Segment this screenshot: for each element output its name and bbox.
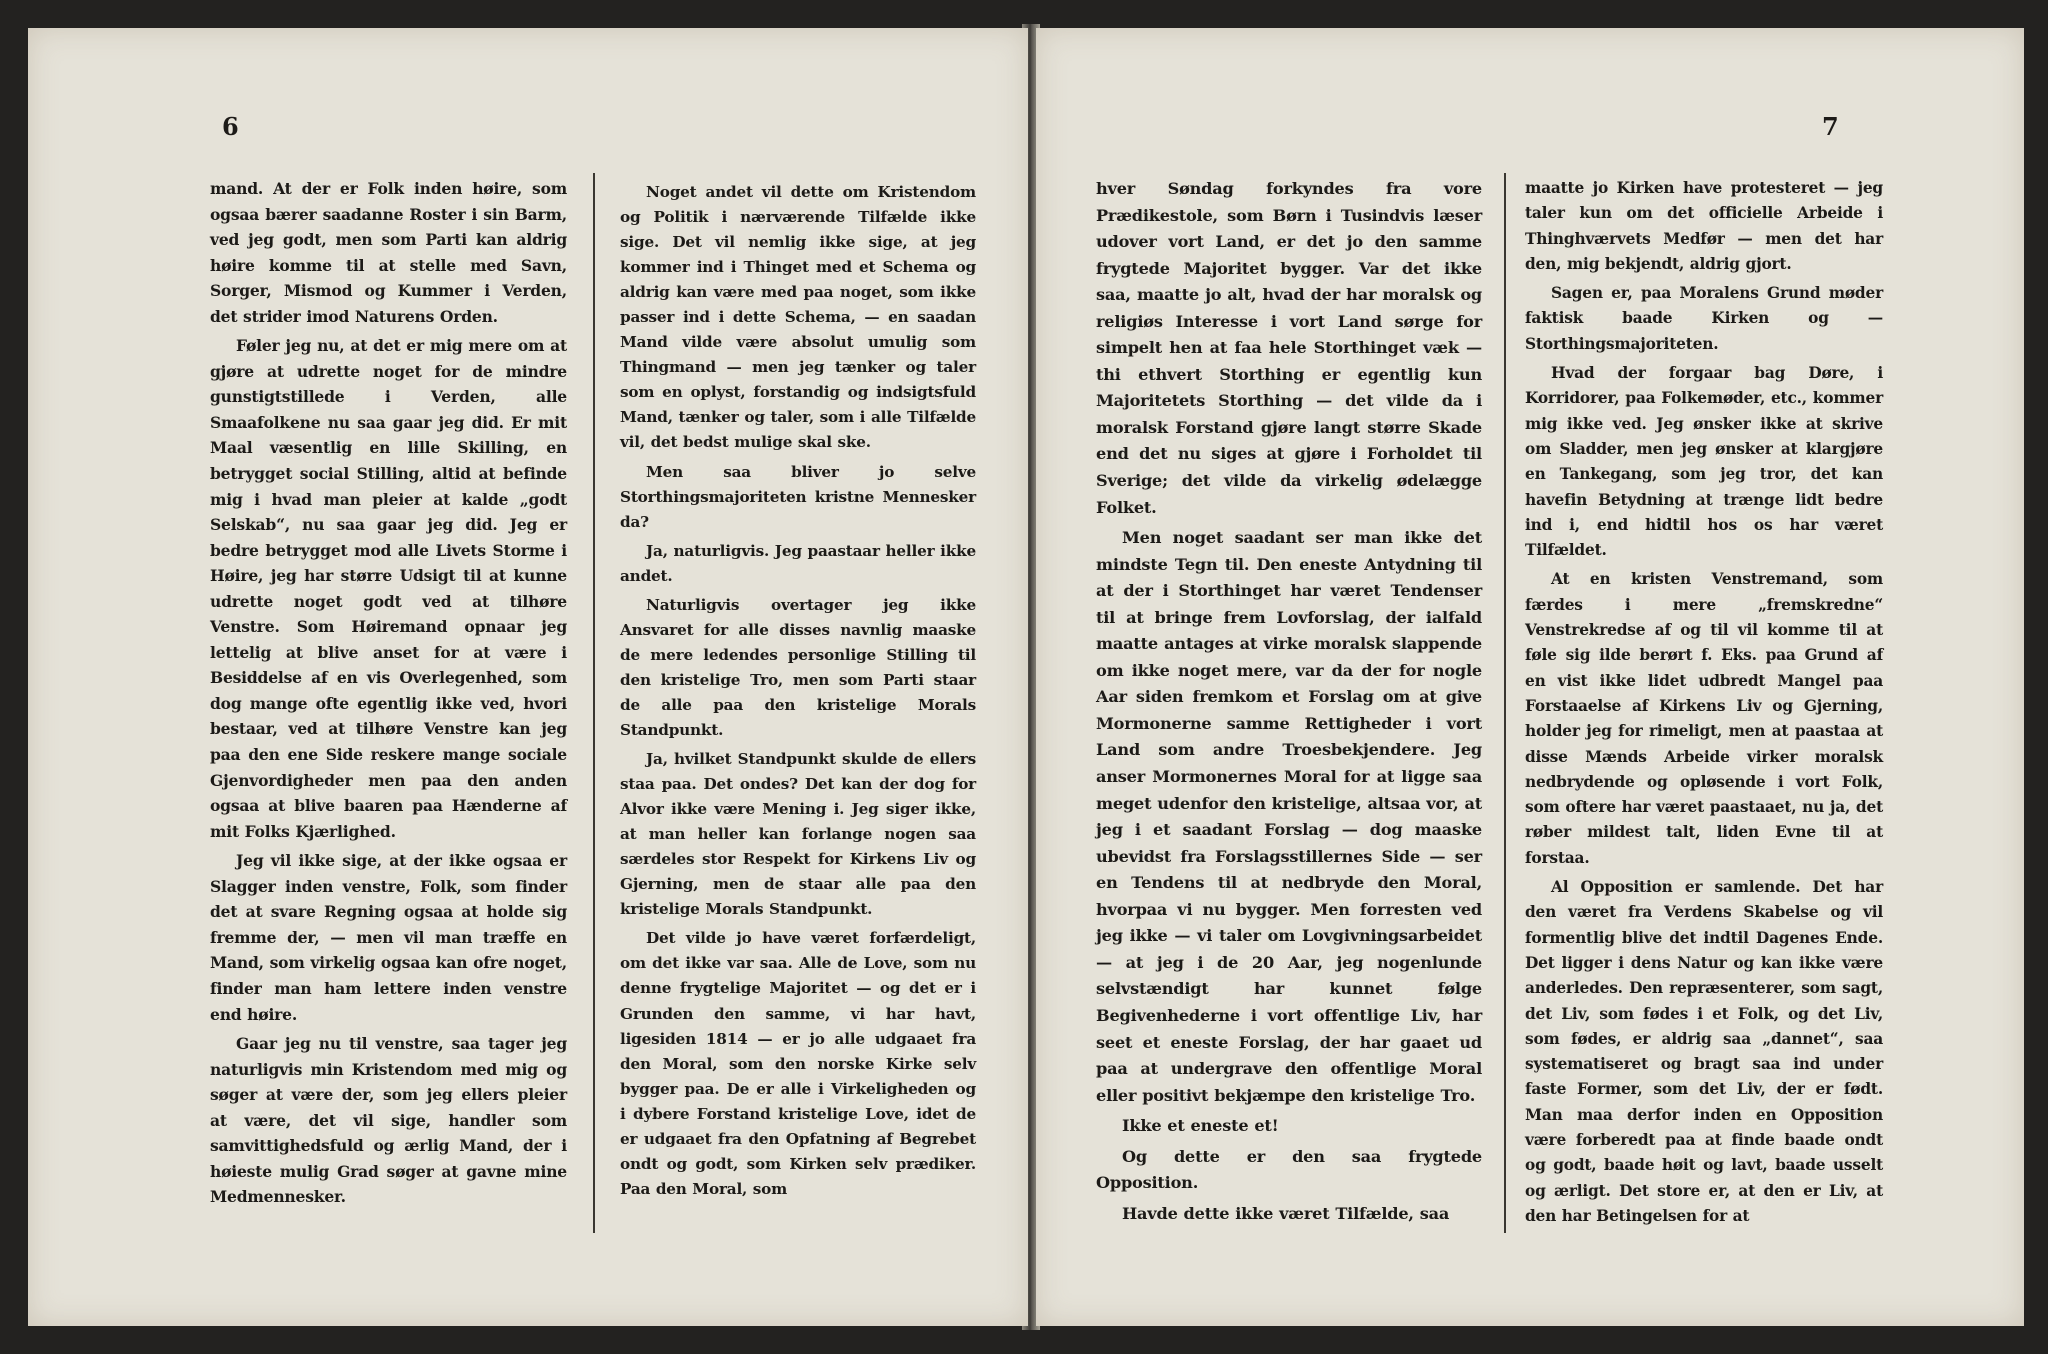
paragraph: Og dette er den saa frygtede Opposition. <box>1096 1146 1482 1193</box>
paragraph: Al Opposition er samlende. Det har den været fra Verdens Skabelse og vil formentlig blive det indtil Dagenes Ende. Det ligger i dens Natur og kan ikke være anderledes. Den repræsenterer, som sagt, det Liv, som fødes i et Folk, og det Liv, som fødes, er aldrig saa „dannet“, saa systematiseret og bragt saa ind under faste Former, som det Liv, der er født. Man maa derfor inden en Opposition være forberedt paa at finde baade ondt og godt, baade høit og lavt, baade usselt og ærligt. Det store er, at den er Liv, at den har Betingelsen for at <box>1525 878 1883 1225</box>
paragraph: maatte jo Kirken have protesteret — jeg taler kun om det officielle Arbeide i Thinghværvets Medfør — men det har den, mig bekjendt, aldrig gjort. <box>1525 179 1883 273</box>
paragraph: Havde dette ikke været Tilfælde, saa <box>1122 1203 1450 1223</box>
column-divider <box>1504 173 1506 1233</box>
paragraph: Jeg vil ikke sige, at der ikke ogsaa er Slagger inden venstre, Folk, som finder det at svare Regning ogsaa at holde sig fremme der, — men vil man træffe en Mand, som virkelig ogsaa kan ofre noget, finder man ham lettere inden venstre end høire. <box>210 851 567 1024</box>
page-number: 6 <box>222 112 239 141</box>
paragraph: Det vilde jo have været forfærdeligt, om det ikke var saa. Alle de Love, som nu denne frygtelige Majoritet — og det er i Grunden den samme, vi har havt, ligesiden 1814 — er jo alle udgaaet fra den Moral, som den norske Kirke selv bygger paa. De er alle i Virkeligheden og i dybere Forstand kristelige Love, idet de er udgaaet fra den Opfatning af Begrebet ondt og godt, som Kirken selv prædiker. Paa den Moral, som <box>620 929 976 1198</box>
paragraph: At en kristen Venstremand, som færdes i mere „fremskredne“ Venstrekredse af og til vil komme til at føle sig ilde berørt f. Eks. paa Grund af en vist ikke lidet udbredt Mangel paa Forstaaelse af Kirkens Liv og Gjerning, holder jeg for rimeligt, men at paastaa at disse Mænds Arbeide virker moralsk nedbrydende og opløsende i vort Folk, som oftere har været paastaaet, nu ja, det røber mildest talt, liden Evne til at forstaa. <box>1525 570 1883 867</box>
paragraph: Ikke et eneste et! <box>1122 1116 1279 1136</box>
right-page <box>1036 28 2024 1326</box>
paragraph: Men noget saadant ser man ikke det mindste Tegn til. Den eneste Antydning til at der i Storthinget har været Tendenser til at bringe frem Lovforslag, der ialfald maatte antages at virke moralsk slappende om ikke noget mere, var da der for nogle Aar siden fremkom et Forslag om at give Mormonerne samme Rettigheder i vort Land som andre Troesbekjendere. Jeg anser Mormonernes Moral for at ligge saa meget udenfor den kristelige, altsaa vor, at jeg i et saadant Forslag — dog maaske ubevidst fra Forslagsstillernes Side — ser en Tendens til at nedbryde den Moral, hvorpaa vi nu bygger. Men forresten ved jeg ikke — vi taler om Lovgivningsarbeidet — at jeg i de 20 Aar, jeg nogenlunde selvstændigt har kunnet følge Begivenhederne i vort offentlige Liv, har seet et eneste Forslag, der har gaaet ud paa at undergrave den offentlige Moral eller positivt bekjæmpe den kristelige Tro. <box>1096 528 1482 1105</box>
paragraph: Ja, naturligvis. Jeg paastaar heller ikke andet. <box>620 541 976 585</box>
paragraph: Naturligvis overtager jeg ikke Ansvaret for alle disses navnlig maaske de mere ledendes personlige Stilling til den kristelige Tro, men som Parti staar de alle paa den kristelige Morals Standpunkt. <box>620 595 976 739</box>
paragraph: Gaar jeg nu til venstre, saa tager jeg naturligvis min Kristendom med mig og søger at være der, som jeg ellers pleier at være, det vil sige, handler som samvittighedsfuld og ærlig Mand, der i høieste mulig Grad søger at gavne mine Medmennesker. <box>210 1034 567 1207</box>
paragraph: Hvad der forgaar bag Døre, i Korridorer, paa Folkemøder, etc., kommer mig ikke ved. Jeg ønsker ikke at skrive om Sladder, men jeg ønsker at klargjøre en Tankegang, som jeg tror, det kan havefin Betydning at trænge lidt bedre ind i, end hidtil hos os har været Tilfældet. <box>1525 364 1883 560</box>
text-column-2 <box>1525 176 1883 1229</box>
left-page <box>28 28 1028 1326</box>
text-column-1 <box>210 176 567 1210</box>
paragraph: Noget andet vil dette om Kristendom og Politik i nærværende Tilfælde ikke sige. Det vil nemlig ikke sige, at jeg kommer ind i Thinget med et Schema og aldrig kan være med paa noget, som ikke passer ind i dette Schema, — en saadan Mand vilde være absolut umulig som Thingmand — men jeg tænker og taler som en oplyst, forstandig og indsigtsfuld Mand, tænker og taler, som i alle Tilfælde vil, det bedst mulige skal ske. <box>620 183 976 452</box>
paragraph: Sagen er, paa Moralens Grund møder faktisk baade Kirken og — Storthingsmajoriteten. <box>1525 284 1883 353</box>
paragraph: Føler jeg nu, at det er mig mere om at gjøre at udrette noget for de mindre gunstigtstillede i Verden, alle Smaafolkene nu saa gaar jeg did. Er mit Maal væsentlig en lille Skilling, en betrygget social Stilling, altid at befinde mig i hvad man pleier at kalde „godt Selskab“, nu saa gaar jeg did. Jeg er bedre betrygget mod alle Livets Storme i Høire, jeg har større Udsigt til at kunne udrette noget godt ved at tilhøre Venstre. Som Høiremand opnaar jeg lettelig at blive anset for at være i Besiddelse af en vis Overlegenhed, som dog mange ofte egentlig ikke ved, hvori bestaar, ved at tilhøre Venstre kan jeg paa den ene Side reskere mange sociale Gjenvordigheder men paa den anden ogsaa at blive baaren paa Hænderne af mit Folks Kjærlighed. <box>210 336 567 841</box>
paragraph: Ja, hvilket Standpunkt skulde de ellers staa paa. Det ondes? Det kan der dog for Alvor ikke være Mening i. Jeg siger ikke, at man heller kan forlange nogen saa særdeles stor Respekt for Kirkens Liv og Gjerning, men de staar alle paa den kristelige Morals Standpunkt. <box>620 750 976 919</box>
paragraph: Men saa bliver jo selve Storthingsmajoriteten kristne Mennesker da? <box>620 462 976 531</box>
page-number: 7 <box>1822 112 1839 141</box>
text-column-1 <box>1096 176 1482 1227</box>
paragraph: mand. At der er Folk inden høire, som ogsaa bærer saadanne Roster i sin Barm, ved jeg godt, men som Parti kan aldrig høire komme til at stelle med Savn, Sorger, Mismod og Kummer i Verden, det strider imod Naturens Orden. <box>210 179 567 326</box>
text-column-2 <box>620 176 976 1202</box>
column-divider <box>593 173 595 1233</box>
paragraph: hver Søndag forkyndes fra vore Prædikestole, som Børn i Tusindvis læser udover vort Land, er det jo den samme frygtede Majoritet bygger. Var det ikke saa, maatte jo alt, hvad der har moralsk og religiøs Interesse i vort Land sørge for simpelt hen at faa hele Storthinget væk — thi ethvert Storthing er egentlig kun Majoritetets Storthing — det vilde da i moralsk Forstand gjøre langt større Skade end det nu siges at gjøre i Forholdet til Sverige; det vilde da virkelig ødelægge Folket. <box>1096 179 1482 517</box>
